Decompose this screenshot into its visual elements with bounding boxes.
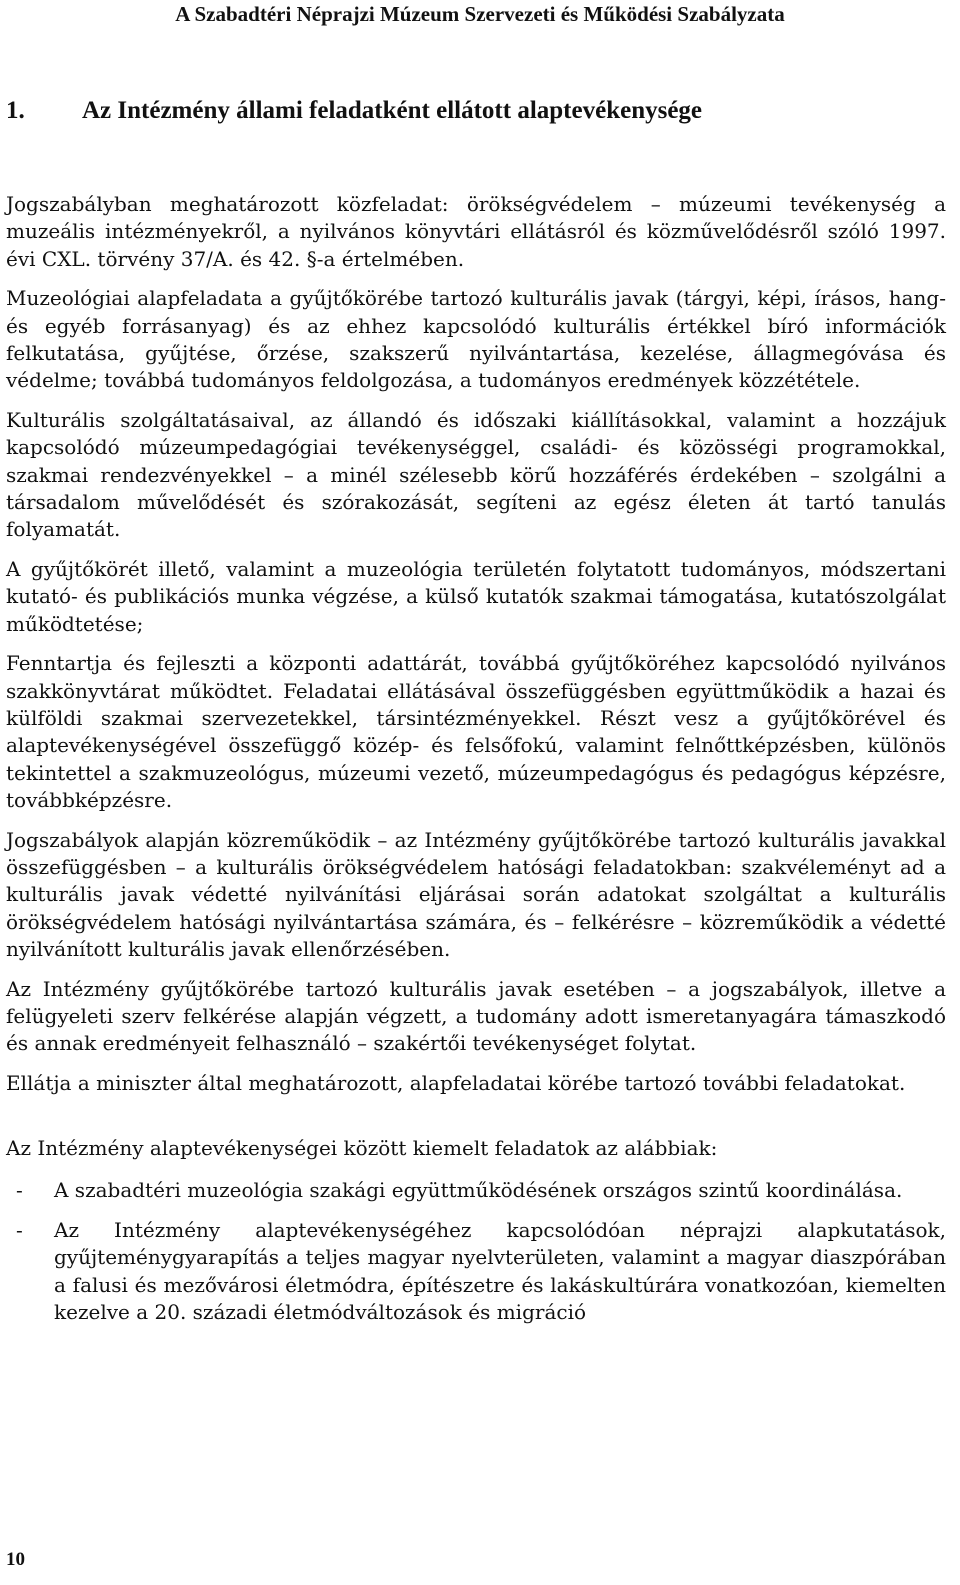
- section-title: Az Intézmény állami feladatként ellátott alaptevékenysége: [82, 97, 703, 124]
- list-item-text: A szabadtéri muzeológia szakági együttműködésének országos szintű koordinálása.: [54, 1177, 903, 1202]
- list-marker: -: [16, 1218, 23, 1242]
- list-item-text: Az Intézmény alaptevékenységéhez kapcsolódóan néprajzi alapkutatások, gyűjteménygyarapítás a teljes magyar nyelvterületen, valamint a magyar diaszpórában a falusi és mezővárosi életmódra, építészetre és lakáskultúrára vonatkozóan, kiemelten kezelve a 20. századi életmódváltozások és migráció: [54, 1218, 946, 1325]
- list-item: [6, 1177, 946, 1204]
- paragraph-cultural-services: Kulturális szolgáltatásaival, az állandó és időszaki kiállításokkal, valamint a hozzájuk kapcsolódó múzeumpedagógiai tevékenységgel, családi- és közösségi programokkal, szakmai rendezvényekkel – a minél szélesebb körű hozzáférés érdekében – szolgálni a társadalom művelődését és szórakozását, segíteni az egész életen át tartó tanulás folyamatát.: [6, 407, 946, 542]
- paragraph-archive-library: Fenntartja és fejleszti a központi adattárát, továbbá gyűjtőköréhez kapcsolódó nyilvános szakkönyvtárat működtet. Feladatai ellátásával összefüggésben együttműködik a hazai és külföldi szakmai szervezetekkel, társintézményekkel. Részt vesz a gyűjtőkörével és alaptevékenységével összefüggő közép- és felsőfokú, valamint felnőttképzésben, különös tekintettel a szakmuzeológus, múzeumi vezető, múzeumpedagógus és pedagógus képzésre, továbbképzésre.: [6, 651, 946, 813]
- list-item: [6, 1217, 946, 1327]
- paragraph-heritage-protection: Jogszabályok alapján közreműködik – az Intézmény gyűjtőkörébe tartozó kulturális javakkal összefüggésben – a kulturális örökségvédelem hatósági feladatokban: szakvéleményt ad a kulturális javak védetté nyilvánítási eljárásai során adatokat szolgáltat a kulturális örökségvédelem hatósági nyilvántartása számára, és – felkérésre – közreműködik a védetté nyilvánított kulturális javak ellenőrzésében.: [6, 827, 946, 962]
- paragraph-legal-basis: Jogszabályban meghatározott közfeladat: örökségvédelem – múzeumi tevékenység a muzeális intézményekről, a nyilvános könyvtári ellátásról és közművelődésről szóló 1997. évi CXL. törvény 37/A. és 42. §-a értelmében.: [6, 192, 946, 271]
- paragraph-museology-task: Muzeológiai alapfeladata a gyűjtőkörébe tartozó kulturális javak (tárgyi, képi, írásos, hang- és egyéb forrásanyag) és az ehhez kapcsolódó kulturális értékkel bíró információk felkutatása, gyűjtése, őrzése, szakszerű nyilvántartása, kezelése, állagmegóvása és védelme; továbbá tudományos feldolgozása, a tudományos eredmények közzététele.: [6, 286, 946, 393]
- section-heading: [6, 97, 702, 125]
- paragraph-expert-activity: Az Intézmény gyűjtőkörébe tartozó kulturális javak esetében – a jogszabályok, illetve a felügyeleti szerv felkérése alapján végzett, a tudomány adott ismeretanyagára támaszkodó és annak eredményeit felhasználó – szakértői tevékenységet folytat.: [6, 976, 946, 1056]
- list-intro: Az Intézmény alaptevékenységei között kiemelt feladatok az alábbiak:: [6, 1136, 718, 1161]
- page-number: 10: [6, 1549, 25, 1570]
- paragraph-further-tasks: Ellátja a miniszter által meghatározott, alapfeladatai körébe tartozó további feladatokat.: [6, 1070, 906, 1095]
- paragraph-research: A gyűjtőkörét illető, valamint a muzeológia területén folytatott tudományos, módszertani kutató- és publikációs munka végzése, a külső kutatók szakmai támogatása, kutatószolgálat működtetése;: [6, 556, 946, 636]
- list-marker: -: [16, 1177, 23, 1202]
- key-tasks-list: [6, 1177, 946, 1327]
- document-body: [6, 191, 946, 1340]
- section-number: 1.: [6, 97, 25, 124]
- document-header-title: A Szabadtéri Néprajzi Múzeum Szervezeti és Működési Szabályzata: [175, 2, 785, 26]
